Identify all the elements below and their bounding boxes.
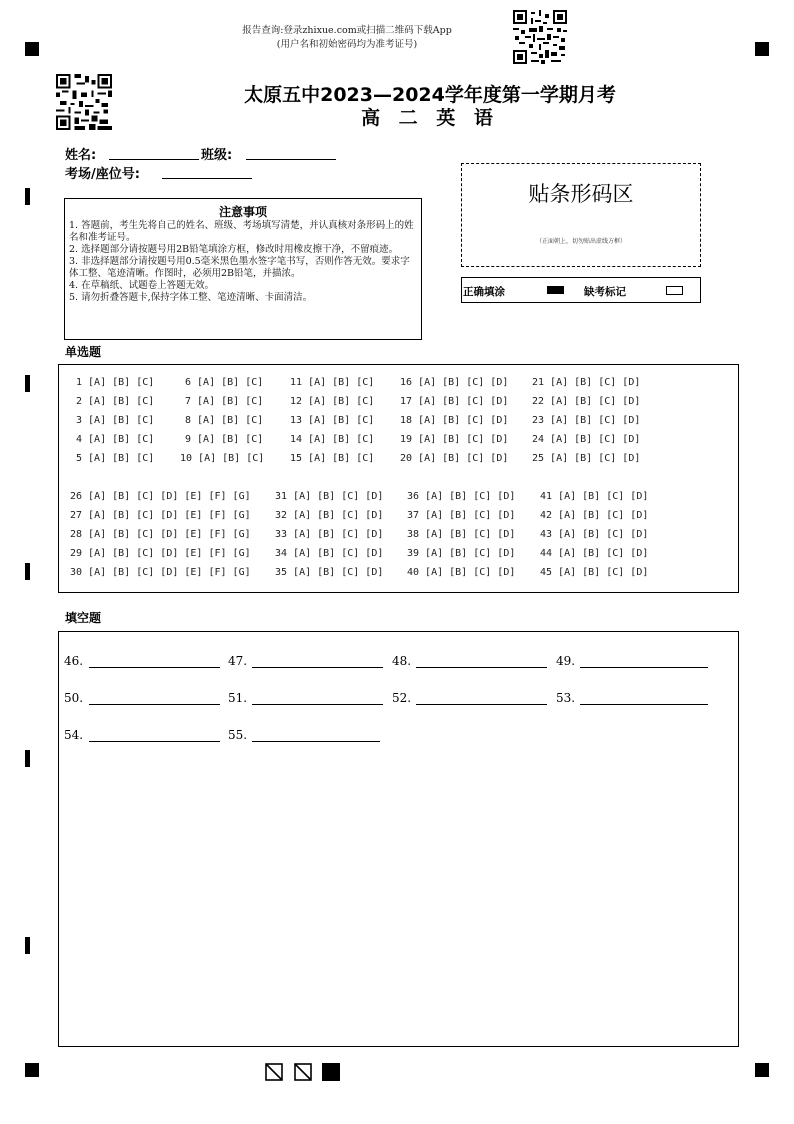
question-2[interactable]: 2 [A] [B] [C] <box>76 396 155 407</box>
alignment-marker-bottom-right <box>755 1063 769 1077</box>
question-17[interactable]: 17 [A] [B] [C] [D] <box>400 396 509 407</box>
blank-47-number: 47. <box>228 654 248 668</box>
blank-52 <box>392 691 411 705</box>
question-20[interactable]: 20 [A] [B] [C] [D] <box>400 453 509 464</box>
absent-mark-label: 缺考标记 <box>584 286 626 298</box>
question-16[interactable]: 16 [A] [B] [C] [D] <box>400 377 509 388</box>
question-5[interactable]: 5 [A] [B] [C] <box>76 453 155 464</box>
question-4[interactable]: 4 [A] [B] [C] <box>76 434 155 445</box>
seat-field[interactable] <box>162 178 252 179</box>
barcode-area-note: （正面朝上，切勿贴出虚线方框） <box>535 238 626 245</box>
blank-49 <box>556 654 575 668</box>
question-39[interactable]: 39 [A] [B] [C] [D] <box>407 548 516 559</box>
question-40[interactable]: 40 [A] [B] [C] [D] <box>407 567 516 578</box>
question-35[interactable]: 35 [A] [B] [C] [D] <box>275 567 384 578</box>
barcode-area-title: 贴条形码区 <box>528 182 634 206</box>
question-27[interactable]: 27 [A] [B] [C] [D] [E] [F] [G] <box>70 510 251 521</box>
name-field[interactable] <box>109 159 199 160</box>
blank-55 <box>228 728 247 742</box>
blank-51 <box>228 691 247 705</box>
blank-47 <box>228 654 247 668</box>
blank-49-number: 49. <box>556 654 576 668</box>
class-label: 班级: <box>201 148 233 163</box>
notice-item-4: 4. 在草稿纸、试题卷上答题无效。 <box>69 280 215 291</box>
blank-46 <box>64 654 83 668</box>
blank-51-line[interactable] <box>252 704 383 705</box>
blank-46-number: 46. <box>64 654 84 668</box>
blank-50 <box>64 691 83 705</box>
notice-item-5: 5. 请勿折叠答题卡,保持字体工整、笔迹清晰、卡面清洁。 <box>69 292 313 303</box>
blank-46-line[interactable] <box>89 667 220 668</box>
single-choice-title: 单选题 <box>65 345 102 359</box>
blank-55-line[interactable] <box>252 741 380 742</box>
blank-53 <box>556 691 575 705</box>
class-field[interactable] <box>246 159 336 160</box>
timing-mark <box>25 375 30 392</box>
question-24[interactable]: 24 [A] [B] [C] [D] <box>532 434 641 445</box>
absent-mark-box[interactable] <box>666 286 683 295</box>
question-13[interactable]: 13 [A] [B] [C] <box>290 415 375 426</box>
notice-item-3: 3. 非选择题部分请按题号用0.5毫米黑色墨水签字笔书写，否则作答无效。要求字体工整、笔迹清晰。作图时，必须用2B铅笔，并描浓。 <box>69 256 410 279</box>
seat-label: 考场/座位号: <box>65 167 140 182</box>
blank-51-number: 51. <box>228 691 248 705</box>
blank-47-line[interactable] <box>252 667 383 668</box>
question-8[interactable]: 8 [A] [B] [C] <box>185 415 264 426</box>
question-12[interactable]: 12 [A] [B] [C] <box>290 396 375 407</box>
blank-49-line[interactable] <box>580 667 708 668</box>
question-18[interactable]: 18 [A] [B] [C] [D] <box>400 415 509 426</box>
question-21[interactable]: 21 [A] [B] [C] [D] <box>532 377 641 388</box>
page-marker-slashed-1 <box>265 1063 283 1081</box>
notice-item-2: 2. 选择题部分请按题号用2B铅笔填涂方框，修改时用橡皮擦干净，不留痕迹。 <box>69 244 399 255</box>
question-36[interactable]: 36 [A] [B] [C] [D] <box>407 491 516 502</box>
notice-item-1: 1. 答题前，考生先将自己的姓名、班级、考场填写清楚，并认真核对条形码上的姓名和准考证号。 <box>69 220 414 243</box>
blank-52-line[interactable] <box>416 704 547 705</box>
alignment-marker-top-right <box>755 42 769 56</box>
question-29[interactable]: 29 [A] [B] [C] [D] [E] [F] [G] <box>70 548 251 559</box>
report-query-line2: (用户名和初始密码均为准考证号) <box>276 39 418 50</box>
blank-50-number: 50. <box>64 691 84 705</box>
blank-54-number: 54. <box>64 728 84 742</box>
notice-box <box>64 198 422 340</box>
name-label: 姓名: <box>65 148 97 163</box>
blank-53-line[interactable] <box>580 704 708 705</box>
question-7[interactable]: 7 [A] [B] [C] <box>185 396 264 407</box>
question-28[interactable]: 28 [A] [B] [C] [D] [E] [F] [G] <box>70 529 251 540</box>
question-15[interactable]: 15 [A] [B] [C] <box>290 453 375 464</box>
timing-mark <box>25 188 30 205</box>
question-45[interactable]: 45 [A] [B] [C] [D] <box>540 567 649 578</box>
question-32[interactable]: 32 [A] [B] [C] [D] <box>275 510 384 521</box>
fill-blank-title: 填空题 <box>65 611 102 625</box>
question-30[interactable]: 30 [A] [B] [C] [D] [E] [F] [G] <box>70 567 251 578</box>
blank-52-number: 52. <box>392 691 412 705</box>
question-38[interactable]: 38 [A] [B] [C] [D] <box>407 529 516 540</box>
alignment-marker-bottom-left <box>25 1063 39 1077</box>
question-10[interactable]: 10 [A] [B] [C] <box>180 453 265 464</box>
question-14[interactable]: 14 [A] [B] [C] <box>290 434 375 445</box>
question-33[interactable]: 33 [A] [B] [C] [D] <box>275 529 384 540</box>
question-43[interactable]: 43 [A] [B] [C] [D] <box>540 529 649 540</box>
question-3[interactable]: 3 [A] [B] [C] <box>76 415 155 426</box>
exam-id-qr-code <box>56 74 112 130</box>
question-42[interactable]: 42 [A] [B] [C] [D] <box>540 510 649 521</box>
blank-54 <box>64 728 83 742</box>
question-6[interactable]: 6 [A] [B] [C] <box>185 377 264 388</box>
blank-48-number: 48. <box>392 654 412 668</box>
question-9[interactable]: 9 [A] [B] [C] <box>185 434 264 445</box>
timing-mark <box>25 563 30 580</box>
question-23[interactable]: 23 [A] [B] [C] [D] <box>532 415 641 426</box>
report-query-line1: 报告查询:登录zhixue.com或扫描二维码下载App <box>242 25 452 36</box>
question-31[interactable]: 31 [A] [B] [C] [D] <box>275 491 384 502</box>
report-query-note <box>0 24 744 52</box>
question-1[interactable]: 1 [A] [B] [C] <box>76 377 155 388</box>
question-22[interactable]: 22 [A] [B] [C] [D] <box>532 396 641 407</box>
question-34[interactable]: 34 [A] [B] [C] [D] <box>275 548 384 559</box>
blank-48-line[interactable] <box>416 667 547 668</box>
barcode-area <box>461 163 701 267</box>
question-11[interactable]: 11 [A] [B] [C] <box>290 377 375 388</box>
blank-54-line[interactable] <box>89 741 220 742</box>
question-44[interactable]: 44 [A] [B] [C] [D] <box>540 548 649 559</box>
notice-title: 注意事项 <box>218 205 267 219</box>
correct-fill-sample <box>547 286 564 294</box>
blank-53-number: 53. <box>556 691 576 705</box>
page-marker-filled <box>322 1063 340 1081</box>
question-37[interactable]: 37 [A] [B] [C] [D] <box>407 510 516 521</box>
timing-mark <box>25 750 30 767</box>
blank-48 <box>392 654 411 668</box>
question-41[interactable]: 41 [A] [B] [C] [D] <box>540 491 649 502</box>
blank-55-number: 55. <box>228 728 248 742</box>
question-19[interactable]: 19 [A] [B] [C] [D] <box>400 434 509 445</box>
question-25[interactable]: 25 [A] [B] [C] [D] <box>532 453 641 464</box>
exam-subject: 高 二 英 语 <box>361 107 499 129</box>
correct-fill-label: 正确填涂 <box>463 286 505 298</box>
question-26[interactable]: 26 [A] [B] [C] [D] [E] [F] [G] <box>70 491 251 502</box>
page-marker-slashed-2 <box>294 1063 312 1081</box>
fill-legend <box>461 277 701 303</box>
app-download-qr-code <box>513 10 567 64</box>
blank-50-line[interactable] <box>89 704 220 705</box>
timing-mark <box>25 937 30 954</box>
exam-title: 太原五中2023—2024学年度第一学期月考 <box>244 84 616 106</box>
